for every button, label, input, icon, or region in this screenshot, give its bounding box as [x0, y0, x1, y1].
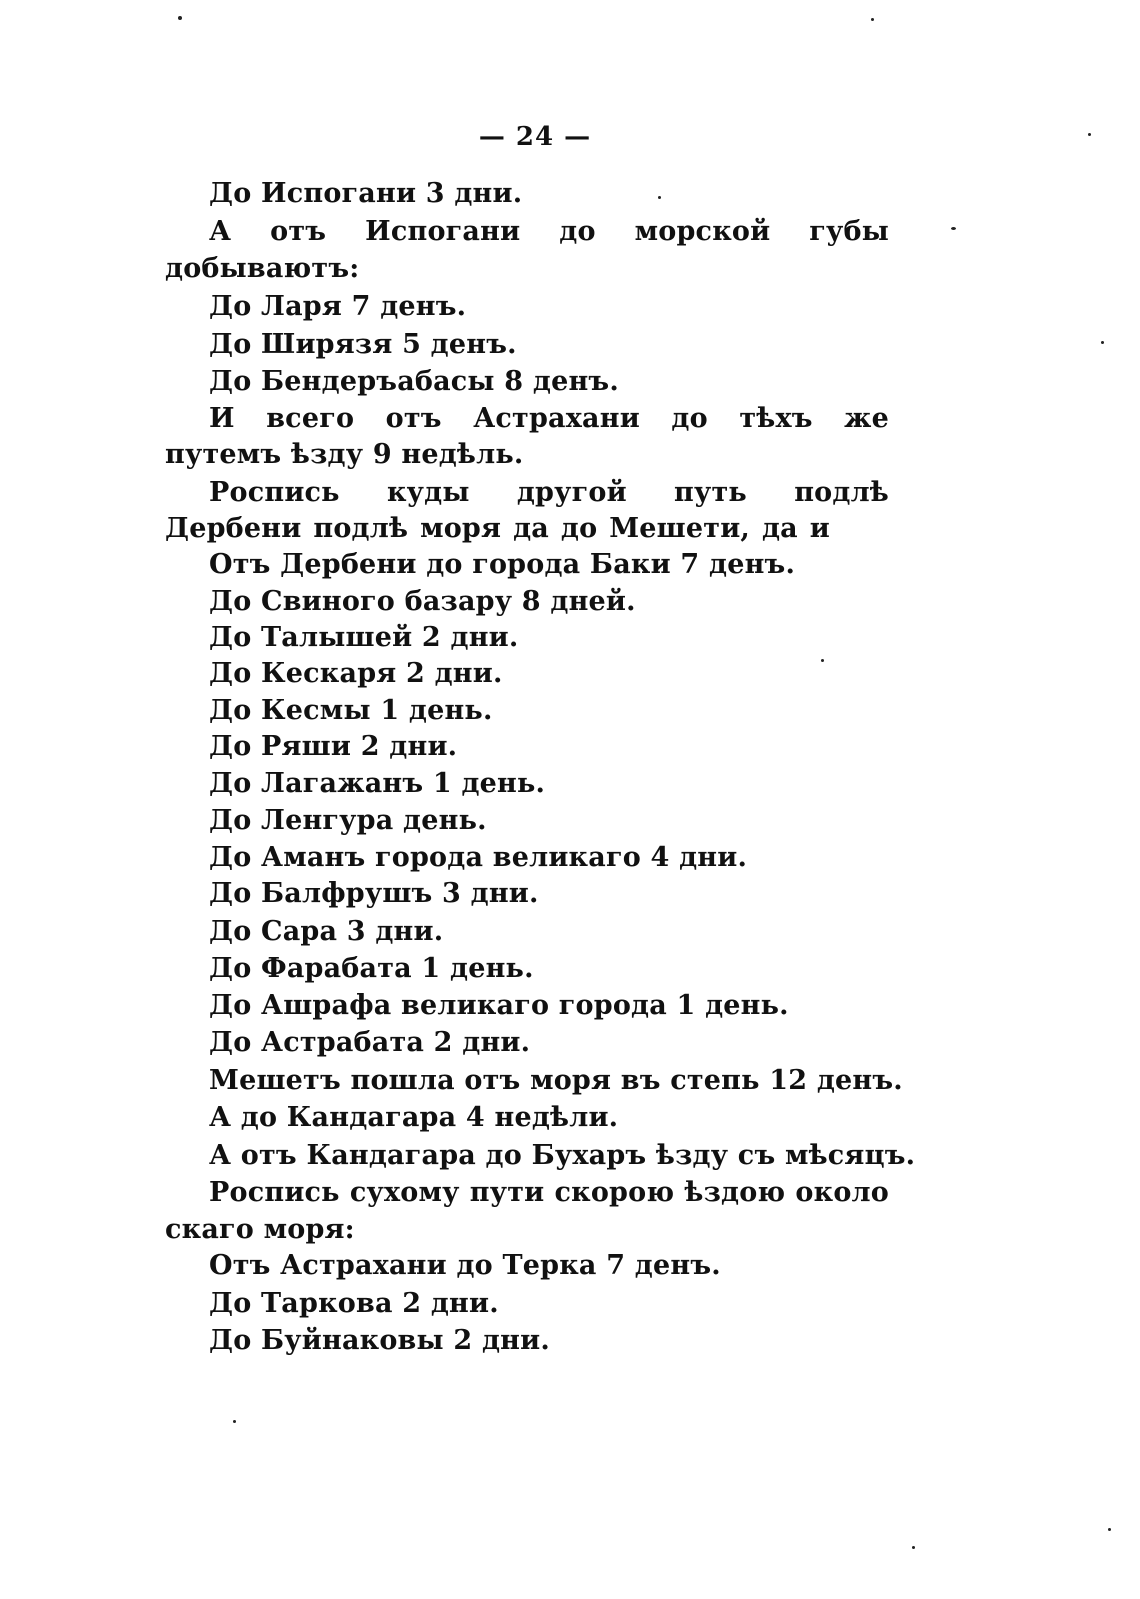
text-line: путемъ ѣзду 9 недѣль.	[165, 439, 524, 470]
scan-speck	[951, 227, 956, 230]
text-line: До Буйнаковы 2 дни.	[209, 1325, 550, 1356]
text-line: А до Кандагара 4 недѣли.	[209, 1102, 619, 1133]
text-line: До Бендеръабасы 8 денъ.	[209, 366, 619, 397]
text-line: До Таркова 2 дни.	[209, 1288, 499, 1319]
page-number: — 24 —	[478, 122, 592, 152]
scan-speck	[1108, 1528, 1111, 1531]
scan-speck	[1088, 133, 1091, 136]
text-line: Роспись сухому пути скорою ѣздою около	[209, 1177, 889, 1208]
scan-speck	[1101, 341, 1104, 344]
scan-speck	[233, 1420, 236, 1423]
text-line: До Ларя 7 денъ.	[209, 291, 467, 322]
text-line: До Талышей 2 дни.	[209, 622, 519, 653]
text-line: До Астрабата 2 дни.	[209, 1027, 531, 1058]
text-line: До Кескаря 2 дни.	[209, 658, 503, 689]
text-line: До Ширязя 5 денъ.	[209, 329, 517, 360]
text-line: До Ашрафа великаго города 1 день.	[209, 990, 789, 1021]
text-line: До Ленгура день.	[209, 805, 487, 836]
scan-speck	[912, 1546, 915, 1549]
text-line: И всего отъ Астрахани до тѣхъ же	[209, 403, 889, 434]
text-line: До Лагажанъ 1 день.	[209, 768, 546, 799]
text-line: скаго моря:	[165, 1214, 355, 1245]
text-line: До Свиного базару 8 дней.	[209, 586, 636, 617]
scan-speck	[178, 16, 182, 20]
text-line: До Сара 3 дни.	[209, 916, 444, 947]
scan-speck	[871, 18, 874, 21]
text-line: До Фарабата 1 день.	[209, 953, 534, 984]
text-line: А отъ Испогани до морской губы	[209, 216, 889, 247]
text-line: До Ряши 2 дни.	[209, 731, 458, 762]
text-line: До Кесмы 1 день.	[209, 695, 493, 726]
scan-speck	[658, 196, 661, 199]
scan-speck	[821, 659, 824, 662]
text-line: Отъ Астрахани до Терка 7 денъ.	[209, 1250, 721, 1281]
text-line: добываютъ:	[165, 253, 360, 284]
text-line: Мешетъ пошла отъ моря въ степь 12 денъ.	[209, 1065, 903, 1096]
text-line: А отъ Кандагара до Бухаръ ѣзду съ мѣсяцъ.	[209, 1140, 916, 1171]
text-line: Отъ Дербени до города Баки 7 денъ.	[209, 549, 796, 580]
text-line: До Балфрушъ 3 дни.	[209, 878, 539, 909]
text-line: Роспись куды другой путь подлѣ	[209, 477, 889, 508]
text-line: До Аманъ города великаго 4 дни.	[209, 842, 748, 873]
text-line: До Испогани 3 дни.	[209, 178, 523, 209]
text-line: Дербени подлѣ моря да до Мешети, да и	[165, 513, 830, 544]
